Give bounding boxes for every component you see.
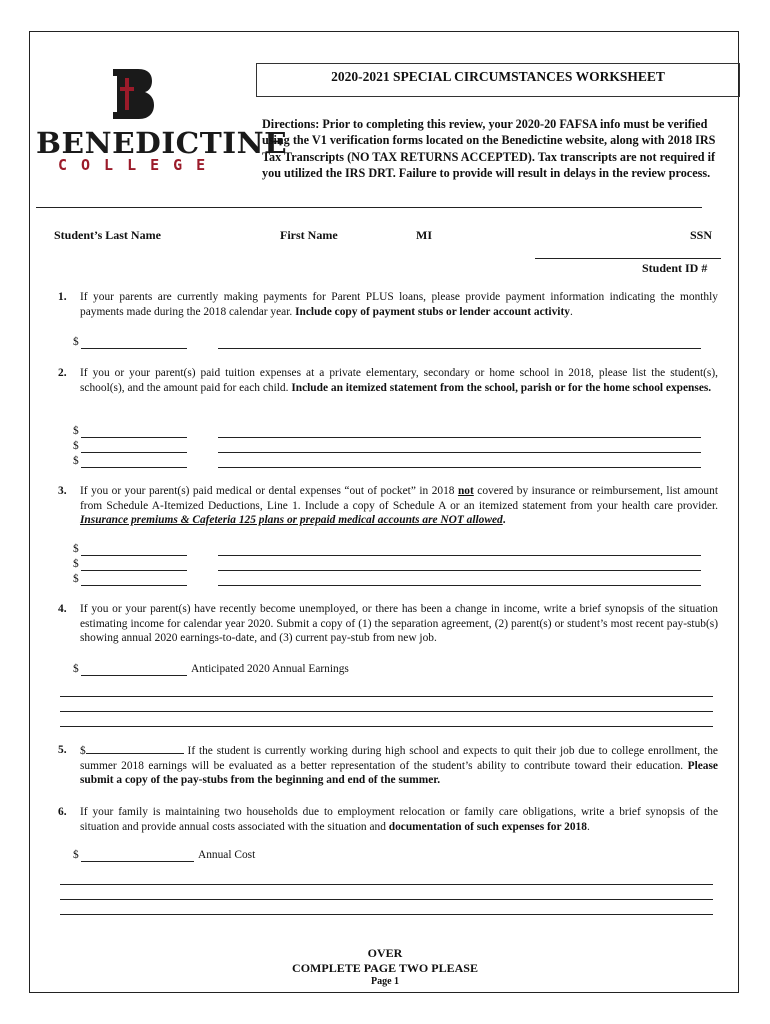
page-title: 2020-2021 SPECIAL CIRCUMSTANCES WORKSHEET bbox=[256, 63, 740, 97]
student-info-line[interactable] bbox=[36, 207, 702, 208]
item-3-description-field[interactable] bbox=[218, 570, 701, 571]
item-3-amount-field[interactable] bbox=[81, 555, 187, 556]
item-2: 2. If you or your parent(s) paid tuition expenses at a private elementary, secondary or home school in 2018, please list the student(s), school(s), and the amount paid for each child. Include an itemized statement from the school, parish or for the home school expenses. bbox=[58, 367, 718, 394]
dollar-sign: $ bbox=[73, 455, 79, 467]
over-label: OVER bbox=[367, 946, 403, 960]
item-3-amount-field[interactable] bbox=[81, 570, 187, 571]
item-5-amount-field[interactable] bbox=[86, 743, 184, 754]
student-id-field[interactable] bbox=[535, 258, 721, 259]
item-2-amount-field[interactable] bbox=[81, 452, 187, 453]
mi-label: MI bbox=[416, 228, 432, 242]
complete-page-two-label: COMPLETE PAGE TWO PLEASE bbox=[292, 961, 478, 975]
dollar-sign: $ bbox=[73, 573, 79, 585]
item-6-synopsis-line[interactable] bbox=[60, 899, 713, 900]
item-2-description-field[interactable] bbox=[218, 437, 701, 438]
dollar-sign: $ bbox=[73, 440, 79, 452]
ssn-label: SSN bbox=[690, 228, 713, 242]
item-4-amount-label: Anticipated 2020 Annual Earnings bbox=[191, 663, 349, 675]
item-2-amount-field[interactable] bbox=[81, 437, 187, 438]
dollar-sign: $ bbox=[73, 558, 79, 570]
item-5: 5. $ If the student is currently working during high school and expects to quit their job due to college enrollment, the summer 2018 earnings will be evaluated as a better representation of the student’s ability to contribute toward their education. Please submit a copy of the pay-stubs from the beginning and end of the summer. bbox=[58, 744, 718, 787]
directions-text: Directions: Prior to completing this review, your 2020-20 FAFSA info must be verified using the V1 verification forms located on the Benedictine website, along with 2018 IRS Tax Transcripts (NO TAX RETURNS ACCEPTED). Tax transcripts are not required if you utilized the IRS DRT. Failure to provide will result in delays in the review process. bbox=[262, 117, 716, 181]
logo-wordmark: BENEDICTINE bbox=[36, 126, 288, 160]
item-4-synopsis-line[interactable] bbox=[60, 696, 713, 697]
dollar-sign: $ bbox=[73, 849, 79, 861]
item-2-description-field[interactable] bbox=[218, 467, 701, 468]
item-2-description-field[interactable] bbox=[218, 452, 701, 453]
item-4: 4. If you or your parent(s) have recently become unemployed, or there has been a change in income, write a brief synopsis of the situation estimating income for calendar year 2020. Submit a copy of (1) the separation agreement, (2) parent(s) or student’s most recent pay-stub(s) showing annual 2020 earnings-to-date, and (3) current pay-stub from new job. bbox=[58, 603, 718, 645]
student-id-label: Student ID # bbox=[642, 261, 708, 275]
item-6: 6. If your family is maintaining two households due to employment relocation or family care obligations, write a brief synopsis of the situation and provide annual costs associated with the situation and documentation of such expenses for 2018. bbox=[58, 806, 718, 833]
logo-subtitle: COLLEGE bbox=[58, 156, 220, 174]
first-name-label: First Name bbox=[280, 228, 338, 242]
item-6-amount-label: Annual Cost bbox=[198, 849, 256, 861]
item-3-description-field[interactable] bbox=[218, 555, 701, 556]
item-4-amount-field[interactable] bbox=[81, 675, 187, 676]
item-3-amount-field[interactable] bbox=[81, 585, 187, 586]
dollar-sign: $ bbox=[80, 745, 86, 757]
item-1-description-field[interactable] bbox=[218, 348, 701, 349]
dollar-sign: $ bbox=[73, 663, 79, 675]
item-6-amount-field[interactable] bbox=[81, 861, 194, 862]
item-3: 3. If you or your parent(s) paid medical or dental expenses “out of pocket” in 2018 not covered by insurance or reimbursement, list amount from Schedule A-Itemized Deductions, Line 1. Include a copy of Schedule A or an itemized statement from your health care provider. Insurance premiums & Cafeteria 125 plans or prepaid medical accounts are NOT allowed. bbox=[58, 485, 718, 527]
item-4-synopsis-line[interactable] bbox=[60, 726, 713, 727]
college-logo-icon bbox=[111, 68, 155, 120]
item-2-amount-field[interactable] bbox=[81, 467, 187, 468]
item-1: 1. If your parents are currently making payments for Parent PLUS loans, please provide payment information indicating the monthly payments made during the 2018 calendar year. Include copy of payment stubs or lender account activity. bbox=[58, 291, 718, 318]
page-number: Page 1 bbox=[370, 976, 400, 987]
last-name-label: Student’s Last Name bbox=[54, 228, 161, 242]
item-4-synopsis-line[interactable] bbox=[60, 711, 713, 712]
item-6-synopsis-line[interactable] bbox=[60, 884, 713, 885]
dollar-sign: $ bbox=[73, 543, 79, 555]
item-1-amount-field[interactable] bbox=[81, 348, 187, 349]
item-3-description-field[interactable] bbox=[218, 585, 701, 586]
dollar-sign: $ bbox=[73, 425, 79, 437]
dollar-sign: $ bbox=[73, 336, 79, 348]
item-6-synopsis-line[interactable] bbox=[60, 914, 713, 915]
